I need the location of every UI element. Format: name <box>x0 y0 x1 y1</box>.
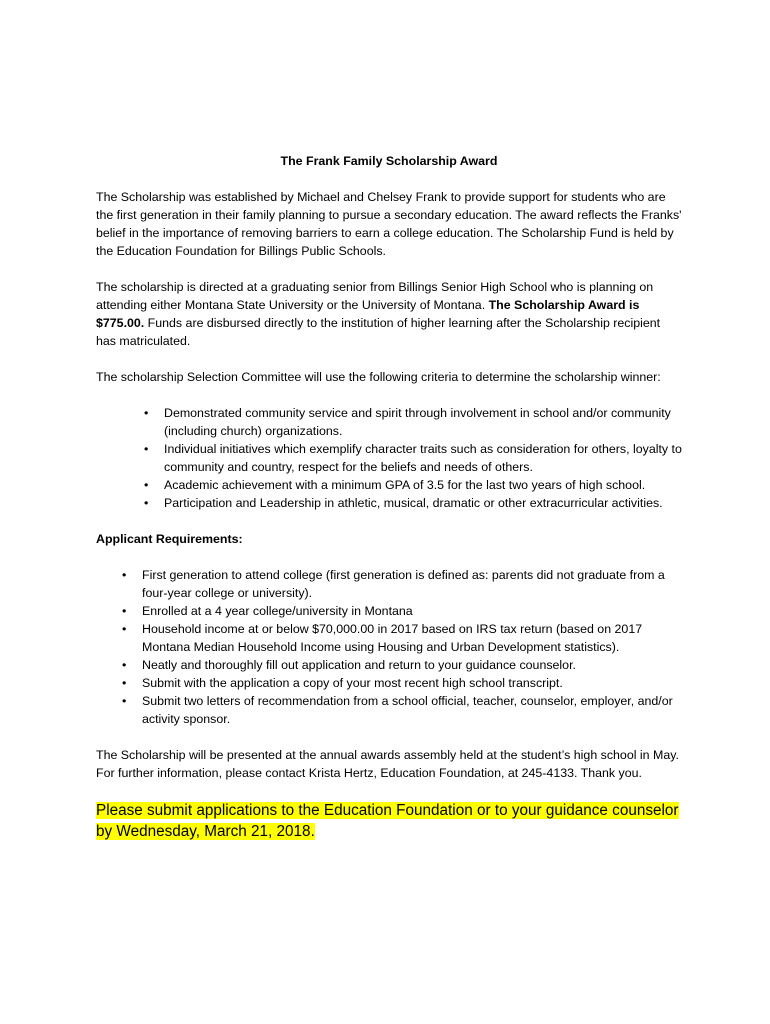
list-item <box>122 620 682 656</box>
list-item <box>122 692 682 728</box>
criteria-text: Academic achievement with a minimum GPA of 3.5 for the last two years of high school. <box>164 478 646 492</box>
paragraph-presentation: The Scholarship will be presented at the annual awards assembly held at the student’s high school in May. For further information, please contact Krista Hertz, Education Foundation, at 245-4133. Thank you. <box>96 748 679 780</box>
requirement-text: Submit with the application a copy of your most recent high school transcript. <box>142 676 563 690</box>
requirements-heading: Applicant Requirements: <box>96 532 243 546</box>
submission-deadline <box>96 800 682 842</box>
bullet-icon: • <box>122 658 127 672</box>
eligibility-text: The scholarship is directed at a graduating senior from Billings Senior High School who is planning on attending either Montana State University or the University of Montana. <box>96 280 654 312</box>
requirement-text: Neatly and thoroughly fill out application and return to your guidance counselor. <box>142 658 576 672</box>
criteria-text: Participation and Leadership in athletic, musical, dramatic or other extracurricular activities. <box>164 496 663 510</box>
document-page <box>96 152 682 842</box>
highlighted-deadline-text: Please submit applications to the Education Foundation or to your guidance counselor by Wednesday, March 21, 2018. <box>96 802 679 840</box>
criteria-list <box>144 404 682 512</box>
list-item <box>144 440 682 476</box>
requirement-text: Submit two letters of recommendation from a school official, teacher, counselor, employer, and/or activity sponsor. <box>142 694 673 726</box>
requirement-text: First generation to attend college (first generation is defined as: parents did not graduate from a four-year college or university). <box>142 568 665 600</box>
bullet-icon: • <box>144 406 149 420</box>
list-item <box>122 674 682 692</box>
bullet-icon: • <box>122 676 127 690</box>
list-item <box>144 494 682 512</box>
list-item <box>144 476 682 494</box>
bullet-icon: • <box>144 442 149 456</box>
paragraph-criteria-intro: The scholarship Selection Committee will use the following criteria to determine the scholarship winner: <box>96 370 661 384</box>
paragraph-establishment: The Scholarship was established by Michael and Chelsey Frank to provide support for students who are the first generation in their family planning to pursue a secondary education. The award reflects the Franks' belief in the importance of removing barriers to earn a college education. The Scholarship Fund is held by the Education Foundation for Billings Public Schools. <box>96 190 682 258</box>
bullet-icon: • <box>122 622 127 636</box>
criteria-text: Individual initiatives which exemplify character traits such as consideration for others, loyalty to community and country, respect for the beliefs and needs of others. <box>164 442 682 474</box>
requirements-list <box>122 566 682 728</box>
disbursement-text: Funds are disbursed directly to the institution of higher learning after the Scholarship recipient has matriculated. <box>96 316 661 348</box>
list-item <box>122 656 682 674</box>
list-item <box>144 404 682 440</box>
bullet-icon: • <box>122 568 127 582</box>
award-amount: The Scholarship Award is $775.00. <box>96 298 640 330</box>
bullet-icon: • <box>144 478 149 492</box>
criteria-text: Demonstrated community service and spirit through involvement in school and/or community (including church) organizations. <box>164 406 671 438</box>
requirement-text: Household income at or below $70,000.00 in 2017 based on IRS tax return (based on 2017 Montana Median Household Income using Housing and Urban Development statistics). <box>142 622 643 654</box>
bullet-icon: • <box>122 694 127 708</box>
list-item <box>122 602 682 620</box>
document-title: The Frank Family Scholarship Award <box>280 154 498 168</box>
bullet-icon: • <box>144 496 149 510</box>
requirement-text: Enrolled at a 4 year college/university in Montana <box>142 604 413 618</box>
bullet-icon: • <box>122 604 127 618</box>
list-item <box>122 566 682 602</box>
paragraph-eligibility <box>96 278 682 350</box>
